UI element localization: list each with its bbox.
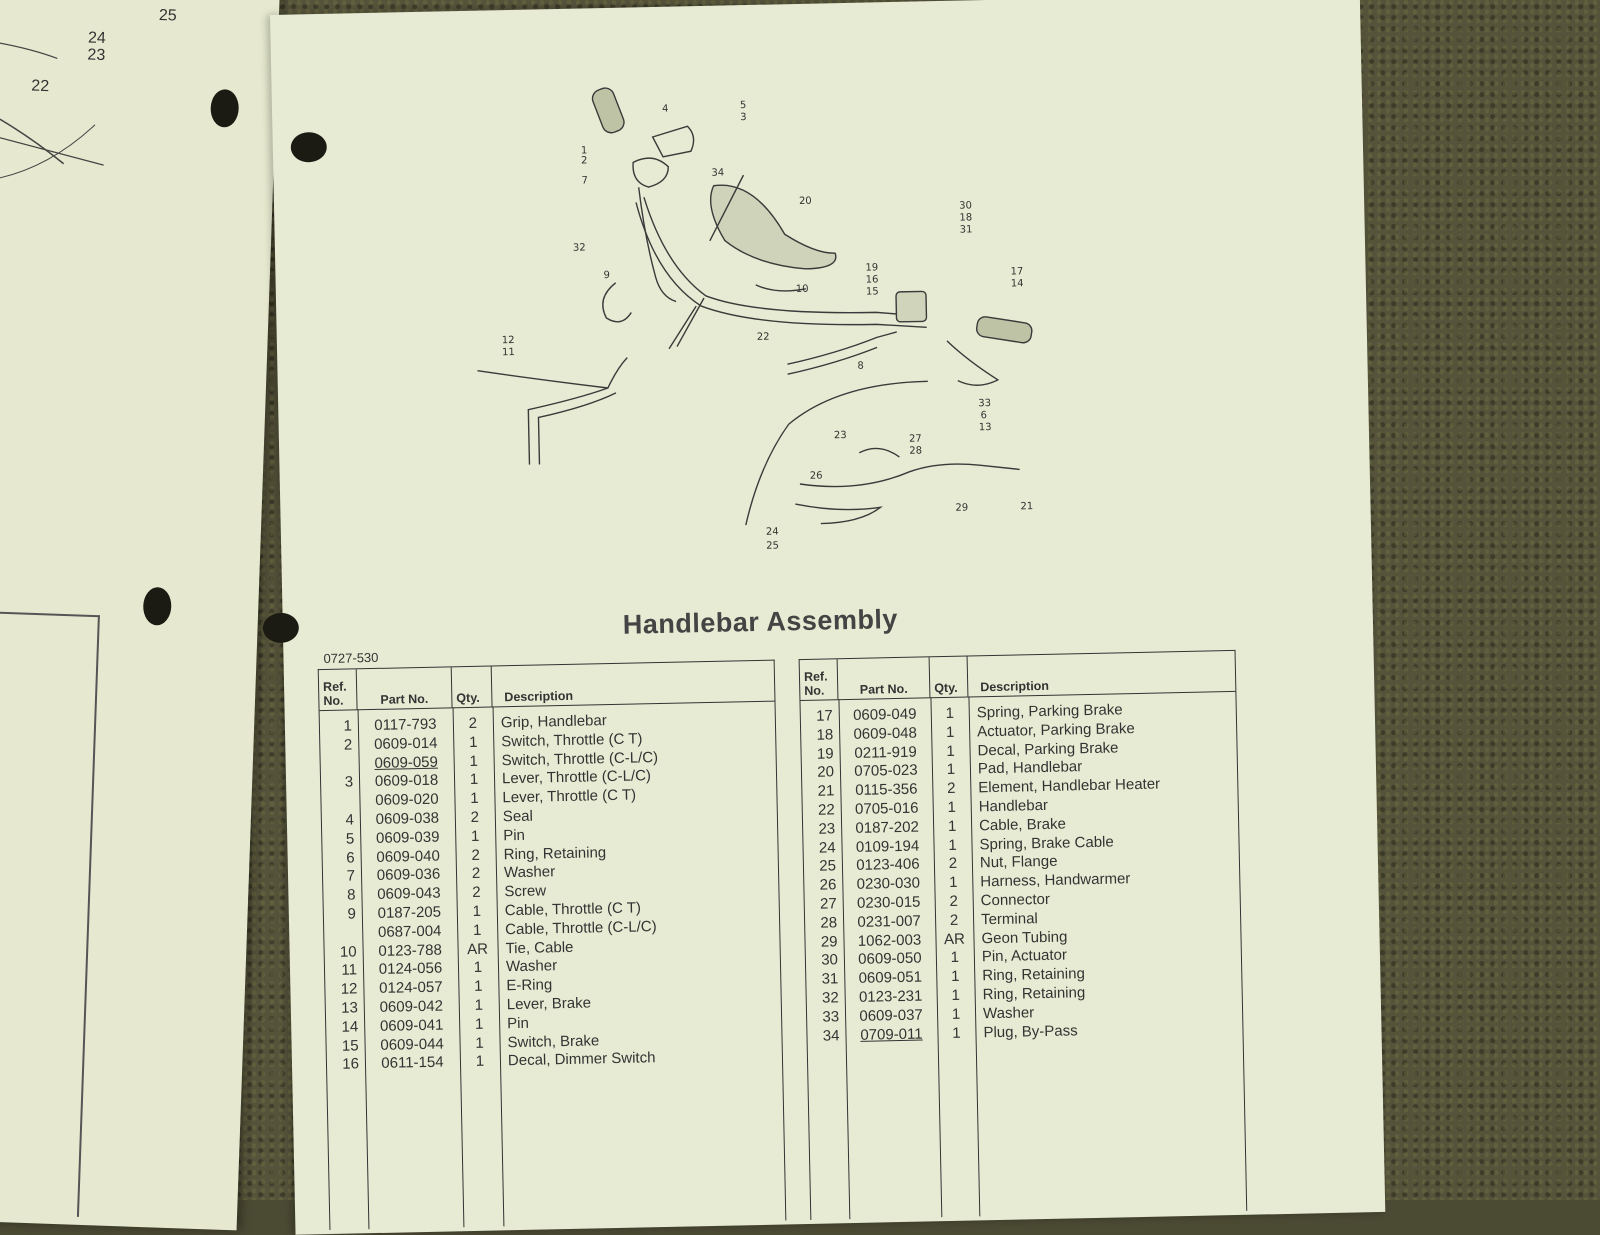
handlebar-exploded-diagram [451,58,1082,591]
ref-cell: 34 [822,1026,840,1045]
part-number-cell: 0609-018 [374,772,439,791]
qty-cell: 1 [474,1015,484,1033]
part-number-cell: 1062-003 [857,931,922,950]
ref-cell: 25 [819,857,837,876]
diagram-callout: 17 [1010,266,1024,278]
part-number-cell: 0123-231 [858,987,923,1006]
ref-cell: 18 [816,726,834,744]
ref-cell: 28 [820,914,838,932]
qty-cell: 1 [470,827,480,845]
description-cell: E-Ring [506,976,553,995]
document-code: 0727-530 [323,649,379,667]
left-callout: 24 [87,29,107,48]
table-body [801,699,1243,1046]
description-cell: Screw [504,882,547,901]
part-number-cell: 0609-051 [858,968,923,988]
table-header [319,661,775,712]
qty-cell: 1 [468,733,478,751]
qty-cell: 1 [469,752,479,770]
qty-cell: 1 [946,742,955,760]
ref-cell [321,792,359,812]
part-number-cell: 0609-040 [376,847,441,866]
ref-cell: 10 [339,942,357,961]
diagram-callout: 27 [908,433,922,445]
left-page-table-fragment [0,611,100,1217]
qty-cell: 1 [951,1005,961,1023]
diagram-callout: 26 [809,470,823,482]
ref-cell: 23 [818,820,836,838]
ref-cell: 31 [821,970,839,988]
ref-cell: 27 [819,895,837,913]
description-cell: Washer [505,957,558,976]
ref-cell: 4 [345,811,355,829]
page-title: Handlebar Assembly [622,603,899,640]
diagram-callouts [497,94,1034,557]
description-cell: Decal, Dimmer Switch [507,1049,656,1070]
description-cell: Switch, Throttle (C T) [501,730,643,751]
ref-cell: 14 [341,1018,359,1036]
ref-cell: 21 [817,782,835,800]
ref-cell: 15 [341,1036,359,1055]
ref-cell: 13 [340,999,358,1017]
qty-cell: 2 [947,780,956,798]
diagram-callout: 7 [581,175,589,187]
table-header [800,651,1236,701]
diagram-callout: 23 [833,430,847,442]
diagram-callout: 15 [865,286,879,298]
header-part: Part No. [357,667,453,709]
description-cell: Pad, Handlebar [977,758,1083,778]
qty-cell: 2 [949,911,959,929]
diagram-callout: 21 [1020,501,1034,513]
qty-cell: 1 [950,967,960,986]
ref-cell: 30 [821,951,839,970]
part-number-cell: 0609-038 [375,809,440,828]
part-number-cell: 0609-020 [375,790,439,810]
left-callout: 25 [158,6,177,25]
part-number-cell: 0187-202 [855,818,920,837]
diagram-callout: 18 [959,212,973,224]
qty-cell: 1 [945,704,955,723]
ref-cell: 2 [343,736,353,754]
description-cell: Tie, Cable [505,938,574,957]
description-cell: Plug, By-Pass [983,1021,1078,1041]
diagram-callout: 29 [955,502,969,514]
part-number-cell: 0609-043 [377,884,441,904]
description-cell: Switch, Brake [507,1031,600,1051]
diagram-callout: 1 [580,145,588,157]
description-cell: Spring, Brake Cable [979,833,1114,853]
binder-hole [263,613,300,644]
ref-cell: 8 [346,886,356,904]
part-number-cell: 0609-014 [373,734,438,753]
part-number-cell: 0123-788 [378,941,442,960]
description-cell: Connector [980,890,1051,910]
diagram-callout: 14 [1010,278,1024,290]
table-body [320,709,782,1076]
diagram-callout: 8 [857,360,864,372]
diagram-callout: 19 [865,262,879,274]
qty-cell: 1 [948,873,958,892]
qty-cell: 2 [471,865,481,883]
diagram-callout: 31 [959,224,973,236]
diagram-callout: 6 [980,410,988,422]
diagram-callout: 5 [739,100,747,112]
part-number-cell: 0609-048 [853,724,918,743]
description-cell: Cable, Throttle (C-L/C) [505,917,657,939]
qty-cell: 2 [948,855,958,873]
diagram-callout: 10 [795,283,809,296]
qty-cell: 1 [472,921,482,939]
binder-hole [143,587,172,626]
description-cell: Seal [502,807,534,826]
header-description: Description [504,688,574,705]
part-number-cell: 0230-030 [856,874,921,894]
ref-cell: 22 [817,801,835,819]
header-ref: Ref. No. [800,659,839,700]
diagram-callout: 16 [865,274,879,286]
part-number-cell: 0705-016 [854,799,919,818]
qty-cell: 1 [475,1053,485,1071]
qty-cell: 1 [945,723,955,741]
part-number-cell: 0609-037 [859,1006,923,1025]
qty-cell: 1 [474,977,483,996]
left-callout: 23 [87,46,106,65]
part-number-cell: 0117-793 [374,715,437,734]
description-cell: Ring, Retaining [503,843,607,863]
diagram-callout: 28 [909,445,923,457]
qty-cell: 1 [469,771,479,789]
part-number-cell: 0124-057 [379,978,443,998]
ref-cell: 12 [340,980,358,998]
diagram-callout: 33 [978,397,992,410]
description-cell: Decal, Parking Brake [977,738,1119,759]
part-number-cell: 0609-041 [379,1016,444,1035]
qty-cell: 2 [468,714,478,732]
diagram-callout: 20 [798,195,812,207]
part-number-cell: 0709-011 [860,1025,923,1044]
description-cell: Pin [506,1014,530,1033]
description-cell: Spring, Parking Brake [976,701,1123,722]
part-number-cell: 0211-919 [854,743,917,762]
description-cell: Handlebar [978,796,1049,816]
qty-cell: 2 [472,883,481,902]
qty-cell: AR [467,940,489,958]
description-cell: Washer [503,863,556,882]
ref-cell: 11 [341,961,358,980]
ref-cell: 6 [346,848,355,867]
description-cell: Lever, Brake [506,994,592,1014]
part-number-cell: 0609-039 [375,828,440,847]
binder-hole [210,89,239,128]
qty-cell: 1 [472,902,482,920]
description-cell: Cable, Brake [978,815,1067,835]
left-diagram-fragment [0,21,138,186]
diagram-callout: 9 [603,269,611,282]
ref-cell: 32 [821,989,839,1007]
ref-cell: 1 [343,717,353,735]
part-number-cell: 0109-194 [855,837,920,856]
description-cell: Geon Tubing [981,928,1068,947]
part-number-cell: 0705-023 [854,761,918,781]
ref-cell: 17 [815,707,833,725]
part-number-cell: 0609-042 [379,997,444,1016]
qty-cell: 1 [475,1034,484,1052]
qty-cell: 1 [950,949,960,967]
diagram-callout: 32 [572,242,586,254]
parts-table-right [799,650,1248,1220]
qty-cell: 2 [470,808,480,826]
qty-cell: 1 [947,798,957,816]
ref-cell [321,755,359,775]
description-cell: Pin, Actuator [981,946,1068,966]
parts-table-left [318,660,787,1230]
part-number-cell: 0115-356 [855,780,918,800]
qty-cell: 1 [948,836,957,854]
description-cell: Ring, Retaining [982,965,1085,985]
ref-cell: 20 [817,763,835,782]
left-page [0,0,280,1230]
part-number-cell: 0609-049 [852,705,917,724]
description-cell: Washer [982,1003,1035,1023]
ref-cell: 16 [342,1055,360,1074]
header-description: Description [980,678,1050,695]
description-cell: Switch, Throttle (C-L/C) [501,748,659,769]
part-number-cell: 0230-015 [856,893,921,912]
description-cell: Terminal [980,909,1038,929]
ref-cell: 24 [818,838,836,857]
ref-cell: 19 [816,744,834,763]
qty-cell: 1 [946,761,956,779]
description-cell: Cable, Throttle (C T) [504,899,642,920]
ref-cell: 29 [820,932,838,951]
diagram-callout: 25 [766,540,780,552]
part-number-cell: 0687-004 [377,922,442,941]
binder-hole [290,132,327,163]
header-qty: Qty. [452,667,493,708]
qty-cell: 1 [474,996,484,1014]
left-callout: 22 [31,77,50,96]
qty-cell: 1 [470,789,479,808]
diagram-callout: 13 [978,421,992,434]
description-cell: Ring, Retaining [982,984,1086,1004]
diagram-callout: 11 [502,346,515,359]
description-cell: Nut, Flange [979,853,1058,872]
description-cell: Harness, Handwarmer [980,870,1131,891]
ref-cell: 33 [822,1008,840,1026]
part-number-cell: 0609-036 [376,866,441,885]
ref-cell [324,924,362,944]
description-cell: Lever, Throttle (C-L/C) [501,767,652,788]
diagram-callout: 4 [661,103,669,115]
part-number-cell: 0123-406 [856,855,920,875]
header-qty: Qty. [930,657,969,698]
diagram-callout: 24 [765,526,779,538]
qty-cell: 1 [473,959,483,977]
ref-cell: 3 [344,773,354,791]
catalog-page [270,0,1385,1235]
description-cell: Pin [503,826,526,845]
diagram-callout: 30 [959,200,973,212]
ref-cell: 9 [347,905,357,923]
part-number-cell: 0609-050 [858,949,922,969]
description-cell: Grip, Handlebar [500,712,607,732]
diagram-callout: 34 [711,167,725,179]
part-number-cell: 0609-044 [380,1035,444,1054]
qty-cell: AR [943,930,966,948]
header-ref: Ref. No. [319,669,358,710]
qty-cell: 1 [952,1024,961,1042]
qty-cell: 2 [949,892,959,910]
part-number-cell: 0609-059 [374,753,439,772]
diagram-callout: 2 [581,155,588,167]
description-cell: Lever, Throttle (C T) [502,786,637,807]
part-number-cell: 0231-007 [857,912,921,931]
ref-cell: 7 [346,867,356,885]
ref-cell: 5 [345,830,355,848]
part-number-cell: 0187-205 [377,903,442,922]
diagram-callout: 12 [501,334,515,347]
ref-cell: 26 [819,876,837,894]
diagram-callout: 3 [740,112,747,124]
qty-cell: 1 [947,817,957,835]
part-number-cell: 0124-056 [378,959,443,979]
description-cell: Actuator, Parking Brake [976,719,1135,741]
diagram-callout: 22 [756,331,770,343]
header-part: Part No. [838,657,931,699]
qty-cell: 1 [951,986,961,1004]
part-number-cell: 0611-154 [381,1053,444,1073]
qty-cell: 2 [471,846,480,864]
description-cell: Element, Handlebar Heater [978,775,1161,797]
